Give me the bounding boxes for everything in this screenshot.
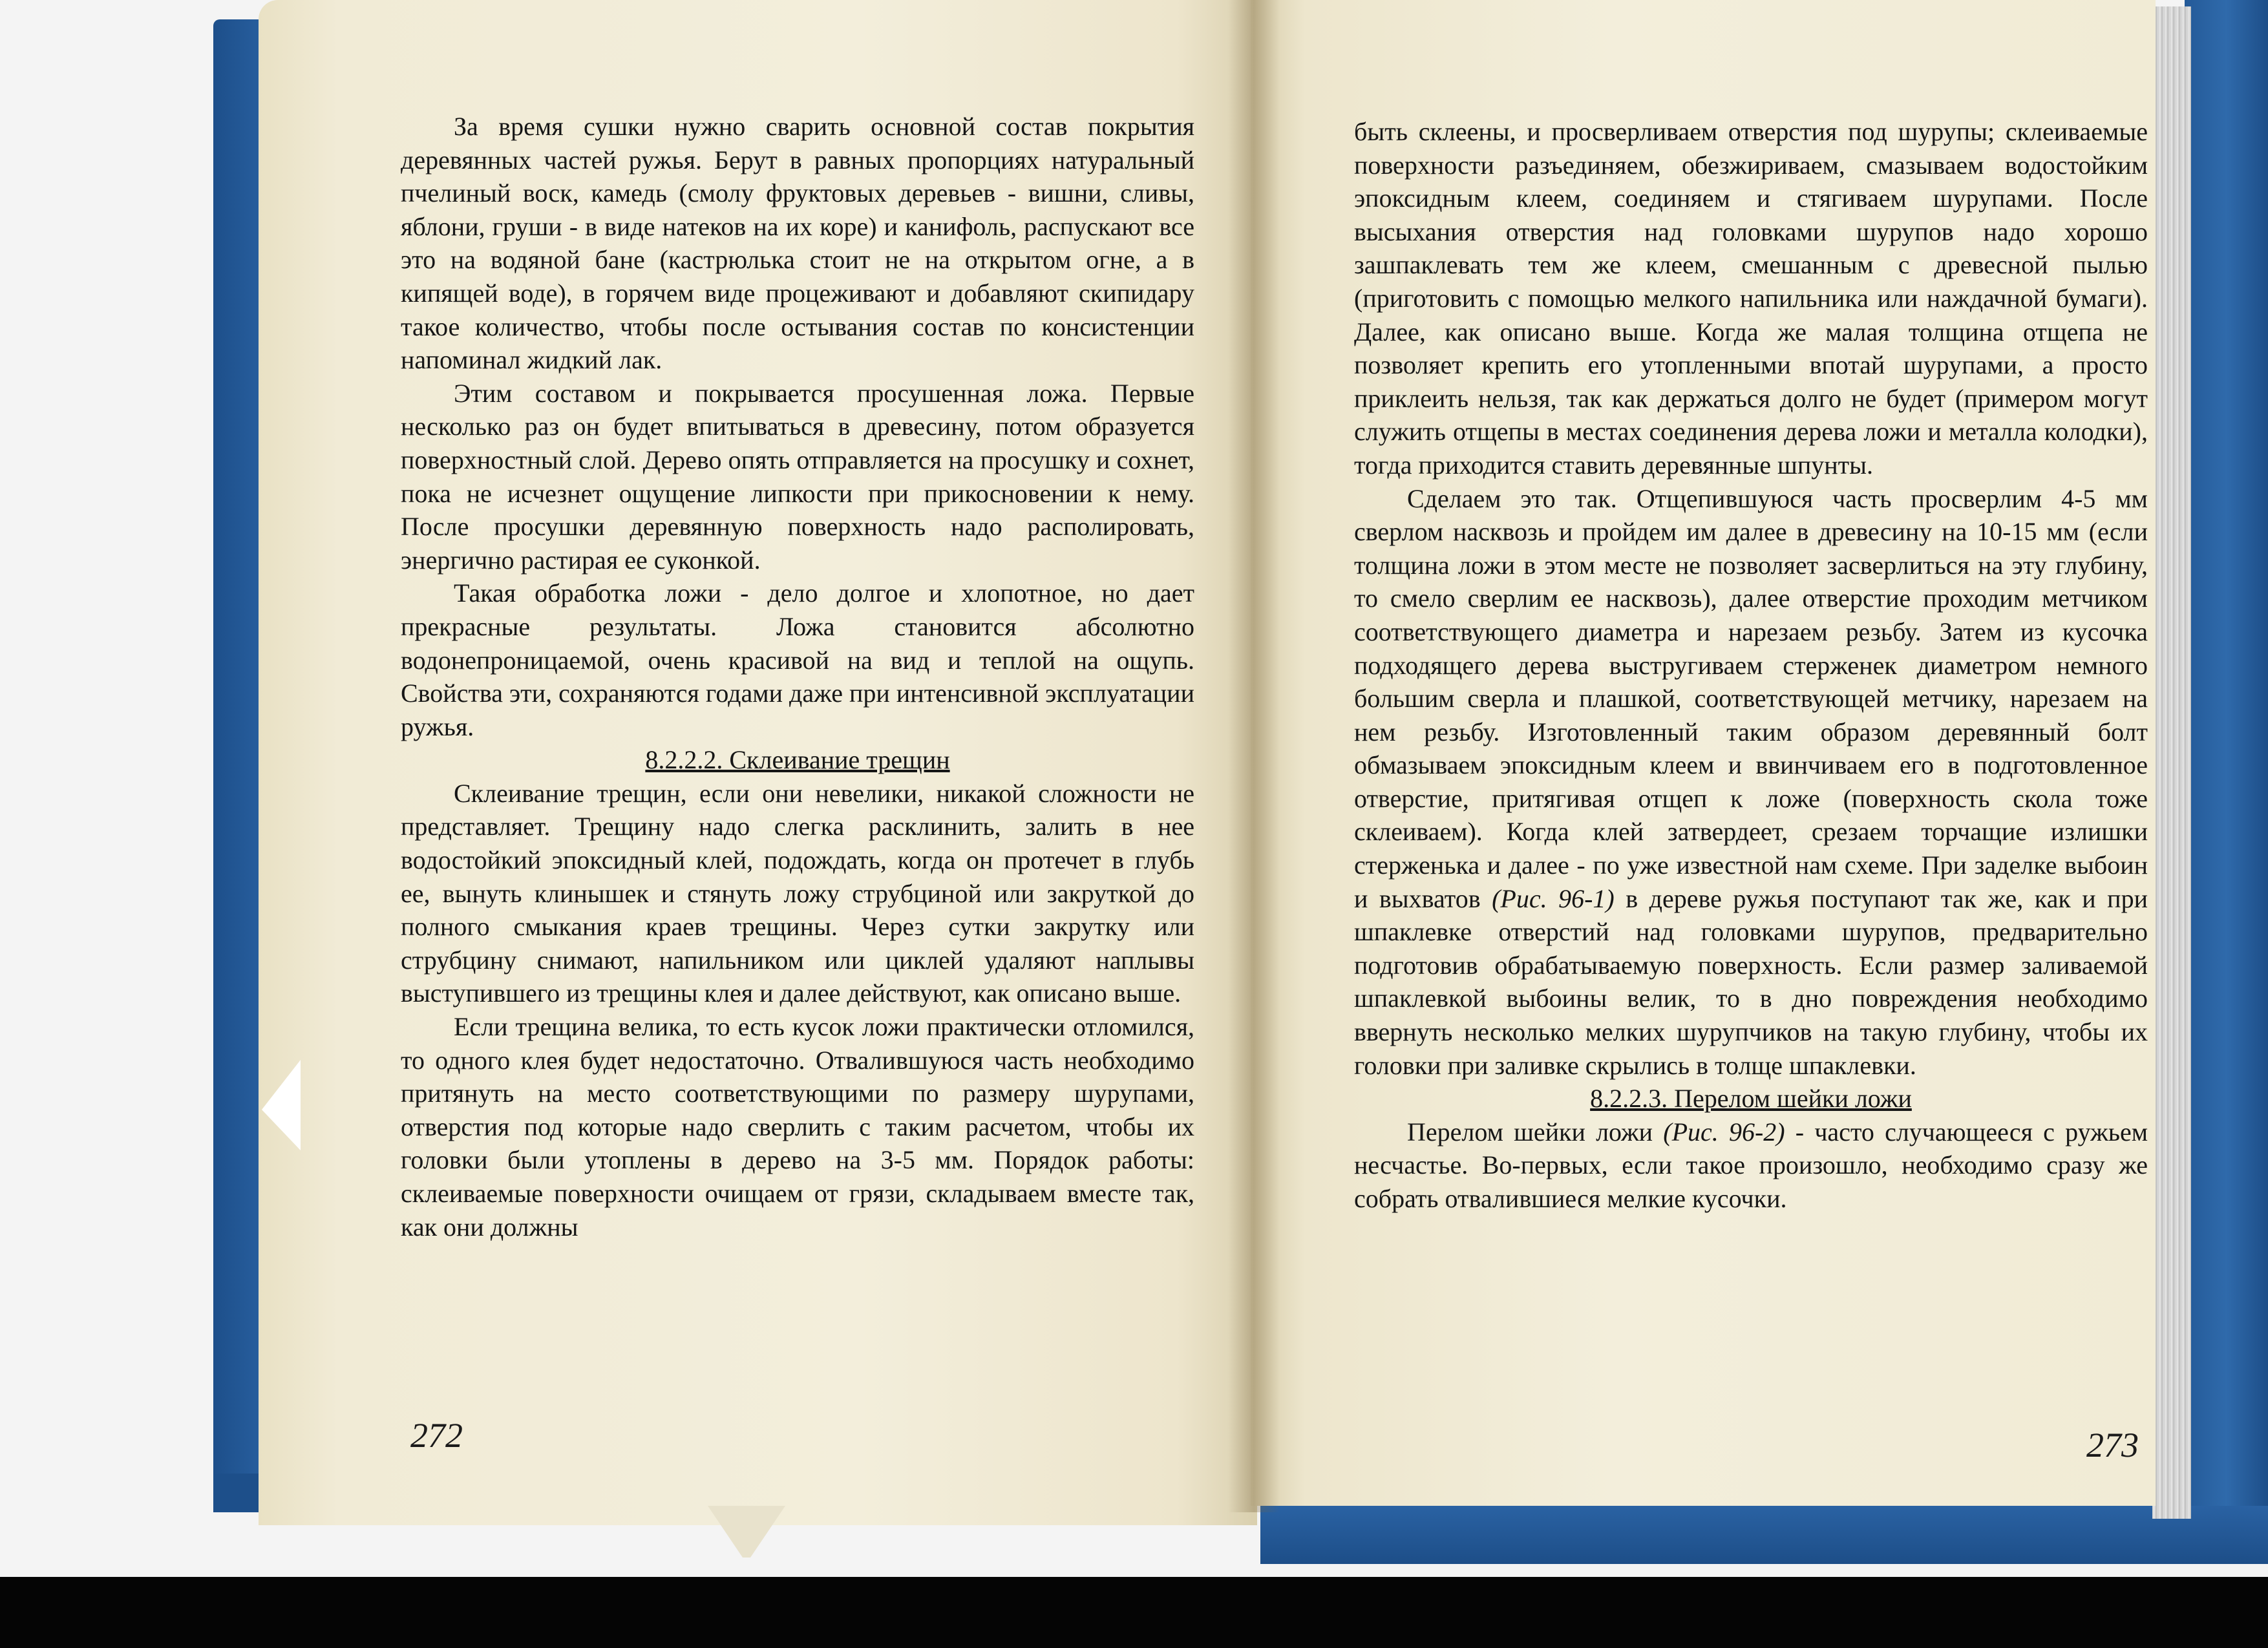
paragraph: За время сушки нужно сварить основной состав покрытия деревянных частей ружья. Берут в равных пропорциях натуральный пчелиный воск, камедь (смолу фруктовых деревьев - вишни, сливы, яблони, груши - в виде натеков на их коре) и канифоль, распускают все это на водяной бане (кастрюлька стоит не на открытом огне, а в кипящей воде), в горячем виде процеживают и добавляют скипидару такое количество, чтобы после остывания состав по консистенции напоминал жидкий лак. (401, 112, 1194, 375)
paragraph: Такая обработка ложи - дело долгое и хлопотное, но дает прекрасные результаты. Ложа становится абсолютно водонепроницаемой, очень красивой на вид и теплой на ощупь. Свойства эти, сохраняются годами даже при интенсивной эксплуатации ружья. (401, 578, 1194, 741)
page-edges (2152, 6, 2191, 1519)
book-gutter (1228, 0, 1280, 1512)
paragraph: Если трещина велика, то есть кусок ложи практически отломился, то одного клея будет недостаточно. Отвалившуюся часть необходимо притянуть на место соответствующими по размеру шурупами, отверстия под которые надо сверлить с таким расчетом, чтобы их головки были утоплены в дерево на 3-5 мм. Порядок работы: склеиваемые поверхности очищаем от грязи, складываем вместе так, как они должны (401, 1012, 1194, 1241)
book-cover-right (2185, 0, 2268, 1564)
paragraph-text: в дереве ружья поступают так же, как и при шпаклевке отверстий над головками шурупов, предварительно подготовив обрабатываемую поверхность. Если размер заливаемой шпаклевкой выбоины велик, то в дно повреждения необходимо ввернуть несколько мелких шурупчиков на такую глубину, чтобы их головки при заливке скрылись в толще шпаклевки. (1354, 883, 2148, 1080)
paragraph: быть склеены, и просверливаем отверстия под шурупы; склеиваемые поверхности разъединяем, обезжириваем, смазываем водостойким эпоксидным клеем, соединяем и стягиваем шурупами. После высыхания отверстия над головками шурупов надо хорошо зашпаклевать тем же клеем, смешанным с древесной пылью (приготовить с помощью мелкого напильника или наждачной бумаги). Далее, как описано выше. Когда же малая толщина отщепа не позволяет крепить его утопленными впотай шурупами, а просто приклеить нельзя, так как держаться долго не будет (примером могут служить отщепы в местах соединения дерева ложи и металла колодки), тогда приходится ставить деревянные шпунты. (1354, 117, 2148, 480)
page-number-right: 273 (2086, 1426, 2139, 1464)
figure-reference: (Рис. 96-2) (1663, 1117, 1785, 1146)
section-heading: 8.2.2.2. Склеивание трещин (645, 745, 950, 775)
paragraph-text: - часто случающееся с ружьем несчастье. Во-первых, если такое произошло, необходимо сразу же собрать отвалившиеся мелкие кусочки. (1354, 1117, 2148, 1213)
scanner-shadow (0, 1577, 2268, 1648)
page-number-left: 272 (410, 1416, 463, 1455)
right-page-text (1354, 115, 2148, 1216)
paragraph: Этим составом и покрывается просушенная ложа. Первые несколько раз он будет впитываться в древесину, потом образуется поверхностный слой. Дерево опять отправляется на просушку и сохнет, пока не исчезнет ощущение липкости при прикосновении к нему. После просушки деревянную поверхность надо располировать, энергично растирая ее суконкой. (401, 378, 1194, 575)
figure-reference: (Рис. 96-1) (1492, 883, 1615, 913)
paragraph-text: Сделаем это так. Отщепившуюся часть просверлим 4-5 мм сверлом насквозь и пройдем им далее в древесину на 10-15 мм (если толщина ложи в этом месте не позволяет засверлиться на эту глубину, то смело сверлим ее насквозь), далее отверстие проходим метчиком соответствующего диаметра и нарезаем резьбу. Затем из кусочка подходящего дерева выстругиваем стерженек диаметром немного большим сверла и плашкой, соответствующей метчику, нарезаем на нем резьбу. Изготовленный таким образом деревянный болт обмазываем эпоксидным клеем и ввинчиваем его в подготовленное отверстие, притягивая отщеп к ложе (поверхность скола тоже склеиваем). Когда клей затвердеет, срезаем торчащие излишки стерженька и далее - по уже известной нам схеме. При заделке выбоин и выхватов (1354, 483, 2148, 913)
paragraph (1354, 482, 2148, 1083)
paragraph-text: Перелом шейки ложи (1407, 1117, 1664, 1146)
paragraph: Склеивание трещин, если они невелики, никакой сложности не представляет. Трещину надо слегка расклинить, залить в нее водостойкий эпоксидный клей, подождать, когда он протечет в глубь ее, вынуть клинышек и стянуть ложу струбциной или закруткой до полного смыкания краев трещины. Через сутки закрутку или струбцину снимают, напильником или циклей удаляют наплывы выступившего из трещины клея и далее действуют, как описано выше. (401, 778, 1194, 1008)
book-cover-right-bottom (1260, 1506, 2268, 1564)
paragraph (1354, 1115, 2148, 1216)
left-page-text (401, 110, 1194, 1243)
section-heading: 8.2.2.3. Перелом шейки ложи (1590, 1084, 1912, 1114)
